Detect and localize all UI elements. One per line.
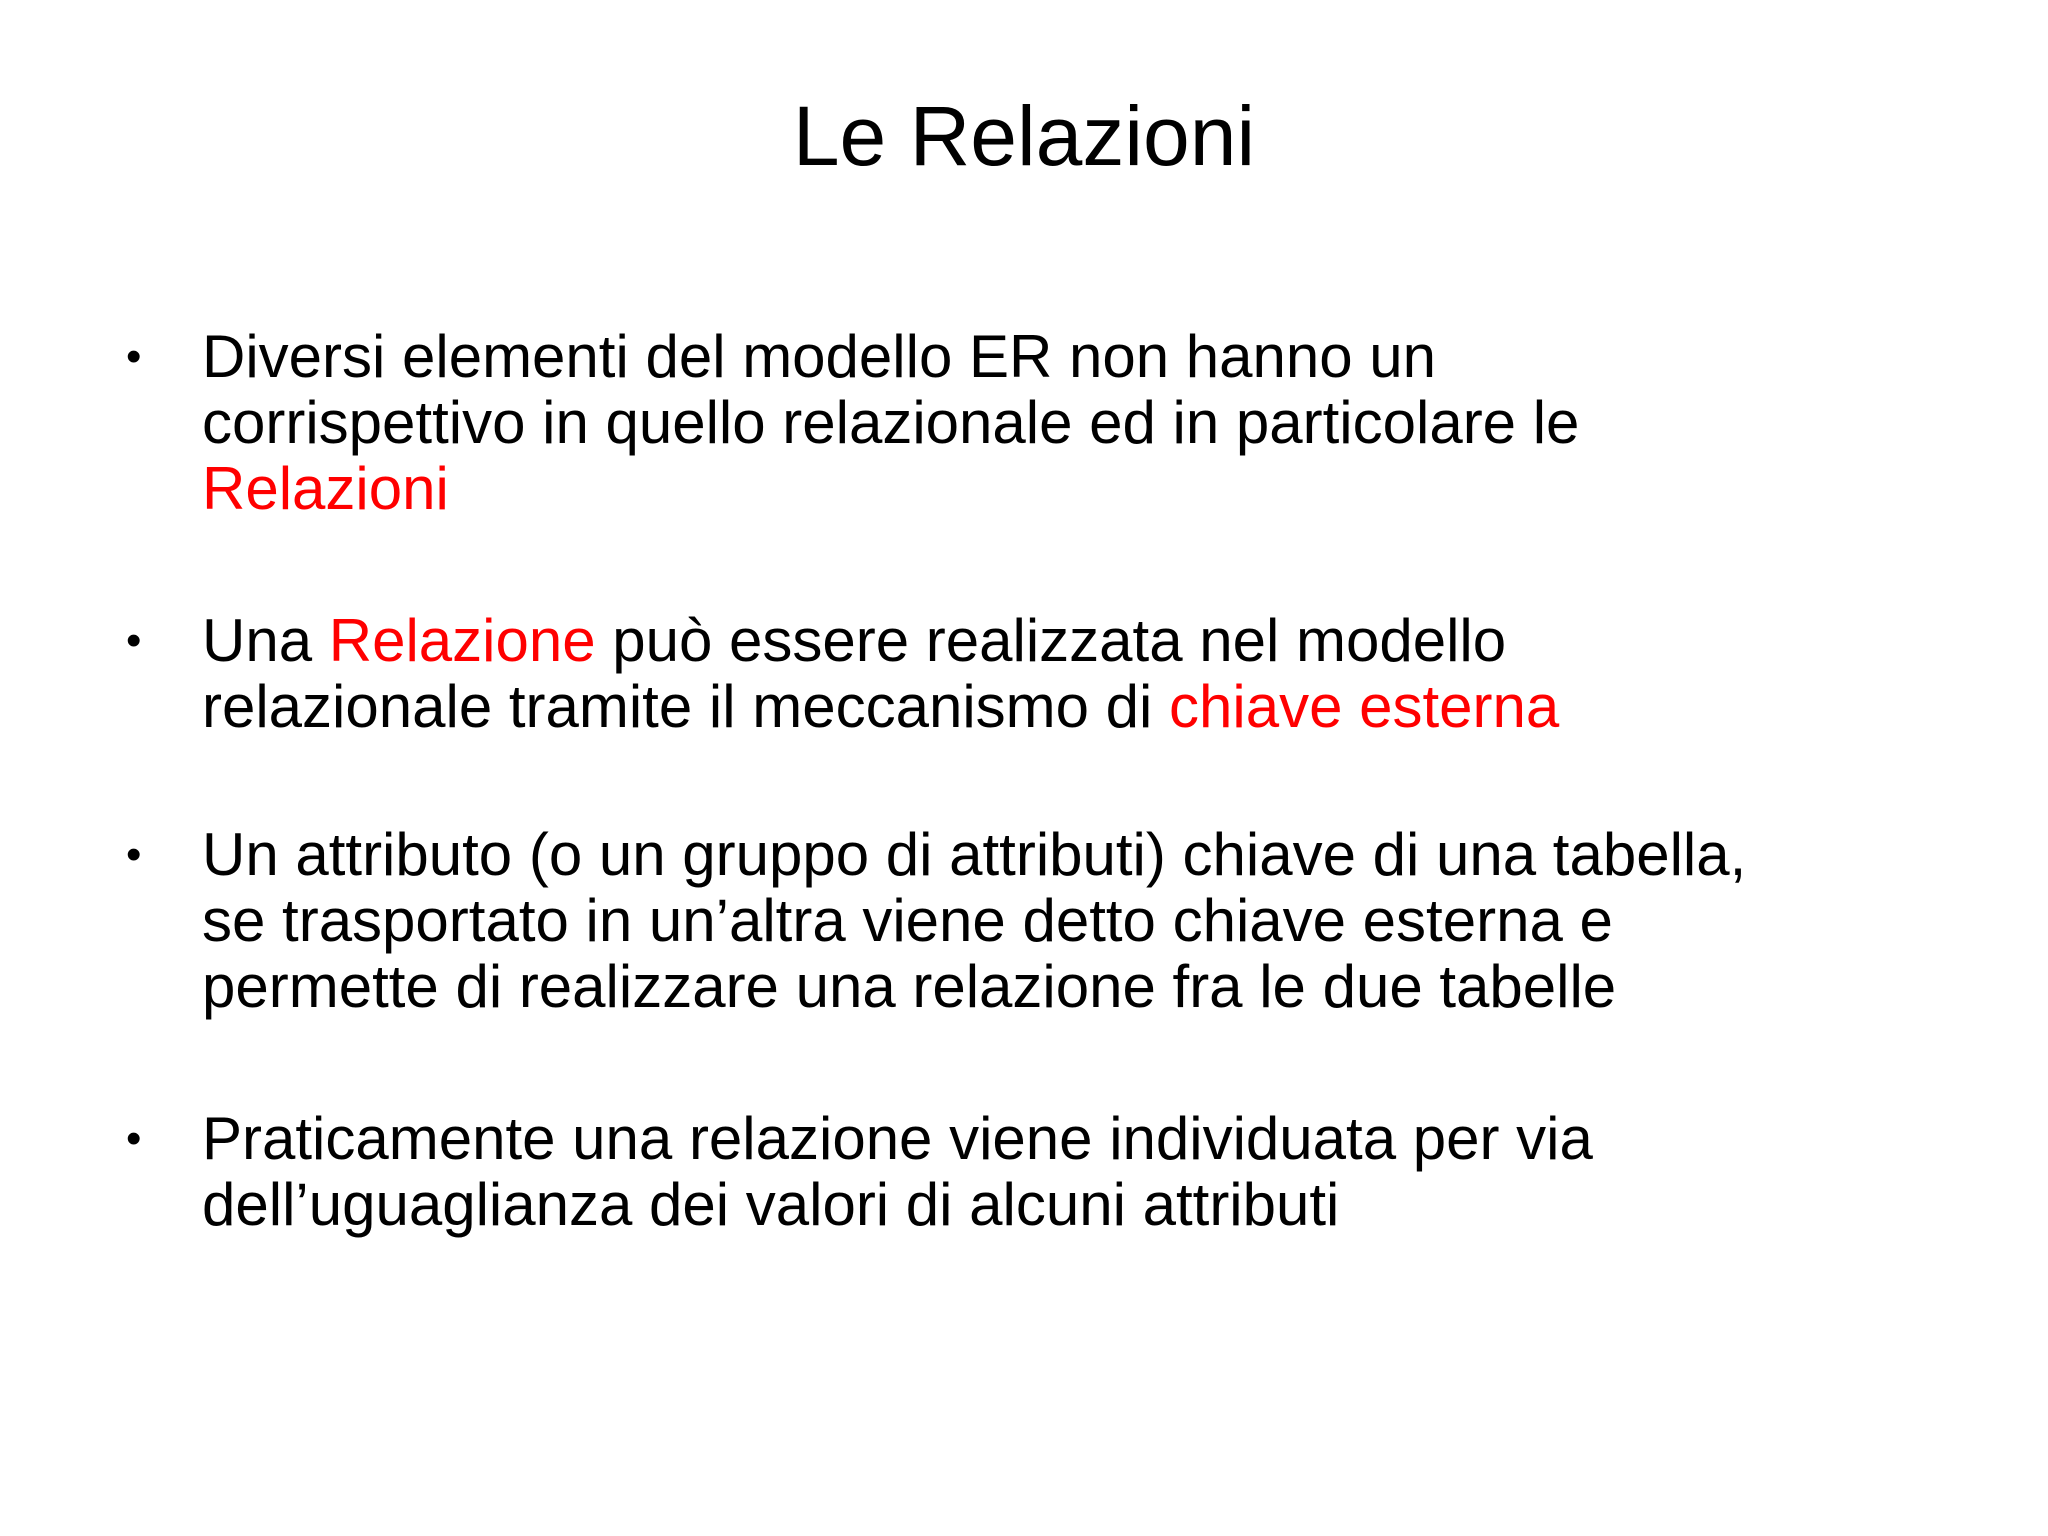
slide-title: Le Relazioni [792, 89, 1256, 183]
text-segment: Un attributo (o un gruppo di attributi) chiave di una tabella, [202, 821, 1747, 888]
bullet-line [202, 674, 1982, 740]
text-segment: relazionale tramite il meccanismo di [202, 673, 1170, 740]
text-segment: Diversi elementi del modello ER non hanno un [202, 323, 1437, 390]
highlighted-term: Relazione [328, 607, 596, 674]
bullet-dot-icon: • [126, 332, 142, 381]
bullet-dot-icon: • [126, 1114, 142, 1163]
text-segment: Una [202, 607, 329, 674]
highlighted-term: chiave esterna [1169, 673, 1560, 740]
bullet-text [202, 1106, 1982, 1238]
bullet-text [202, 324, 1982, 522]
bullet-line [202, 608, 1982, 674]
bullet-dot-icon: • [126, 616, 142, 665]
bullet-line [202, 888, 1982, 954]
text-segment: può essere realizzata nel modello [595, 607, 1507, 674]
bullet-line [202, 1172, 1982, 1238]
text-segment: permette di realizzare una relazione fra le due tabelle [202, 953, 1617, 1020]
bullet-line [202, 324, 1982, 390]
bullet-line [202, 1106, 1982, 1172]
text-segment: dell’uguaglianza dei valori di alcuni attributi [202, 1171, 1340, 1238]
bullet-dot-icon: • [126, 830, 142, 879]
bullet-line [202, 954, 1982, 1020]
bullet-line [202, 456, 1982, 522]
highlighted-term: Relazioni [202, 455, 449, 522]
bullet-line [202, 390, 1982, 456]
bullet-text [202, 608, 1982, 740]
text-segment: corrispettivo in quello relazionale ed in particolare le [202, 389, 1580, 456]
text-segment: se trasportato in un’altra viene detto chiave esterna e [202, 887, 1613, 954]
bullet-text [202, 822, 1982, 1020]
bullet-line [202, 822, 1982, 888]
text-segment: Praticamente una relazione viene individuata per via [202, 1105, 1593, 1172]
